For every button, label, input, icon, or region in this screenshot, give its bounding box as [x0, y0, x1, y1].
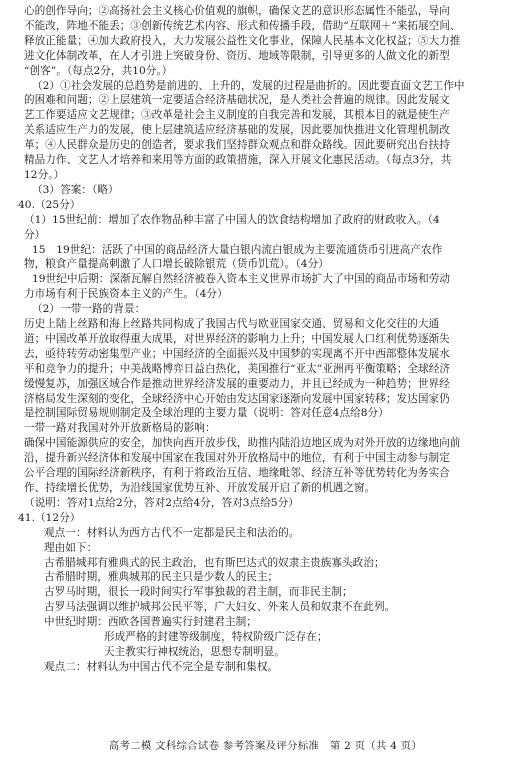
text-line: 古罗马时期，很长一段时间实行军事独裁的君主制，而非民主制； — [44, 586, 353, 599]
page-footer: 高考二模 文科综合试卷 参考答案及评分标准 第 2 页（共 4 页） — [108, 740, 423, 752]
text-line: 力市场有利于民族资本主义的产生。（4分） — [24, 288, 228, 301]
text-line: 缓慢复苏，加强区域合作是推动世界经济发展的重要动力，并且已经成为一种趋势；世界经 — [24, 377, 450, 390]
text-line: 一带一路对我国对外开放新格局的影响： — [24, 422, 216, 435]
text-line: 确保中国能源供应的安全，加快向西开放步伐，助推内陆沿边地区成为对外开放的边缘地向前 — [24, 437, 461, 450]
text-line: 12分。） — [24, 168, 65, 181]
text-line: “创客”。（每点2分，共10分。） — [24, 64, 173, 77]
text-line: （1）15世纪前：增加了农作物品种丰富了中国人的饮食结构增加了政府的财政收入。（4 — [24, 213, 440, 226]
text-line: 分） — [24, 228, 46, 241]
text-line: 观点一：材料认为西方古代不一定都是民主和法治的。 — [44, 526, 300, 539]
question-number: 40.（25分） — [18, 198, 81, 211]
text-line: 革；④人民群众是历史的创造者，要求我们坚持群众观点和群众路线。因此要研究出台扶持 — [24, 139, 450, 152]
text-line: 关系适应生产力的发展，使上层建筑适应经济基础的发展，因此要加快推进文化管理机制改 — [24, 124, 450, 137]
text-line: 是控制国际贸易规则制定及全球治理的主要力量（说明：答对任意4点给8分） — [24, 407, 389, 420]
text-line: 释放正能量；④加大政府投入，大力发展公益性文化事业，保障人民基本文化权益；⑤大力推 — [24, 34, 461, 47]
text-line: 古罗马法强调以维护城邦公民平等，广大妇女、外来人员和奴隶不在此列。 — [44, 601, 396, 614]
text-line: （3）答案：（略） — [32, 183, 119, 196]
answer-key-body — [18, 4, 515, 675]
text-line: 古希腊时期，雅典城邦的民主只是少数人的民主； — [44, 571, 279, 584]
text-line: 天主教实行神权统治，思想专制明显。 — [104, 645, 285, 658]
text-line: 道；中国改革开放取得重大成果，对世界经济的影响力上升；中国发展人口红利优势逐渐失 — [24, 332, 450, 345]
text-line: 沿，提升新兴经济体和发展中国家在我国对外开放格局中的地位，有利于中国主动参与制定 — [24, 452, 450, 465]
text-line: 的困难和问题；②上层建筑一定要适合经济基础状况，是人类社会普遍的规律。因此发展文 — [24, 94, 450, 107]
text-line: 去，亟待转劳动密集型产业；中国经济的全面振兴及中国梦的实现离不开中西部整体发展水 — [24, 347, 450, 360]
text-line: 艺工作要适应文艺规律；③改革是社会主义制度的自我完善和发展，其根本目的就是使生产 — [24, 109, 450, 122]
text-line: 公平合理的国际经济新秩序，有利于将政治互信、地缘毗邻、经济互补等优势转化为务实合 — [24, 467, 450, 480]
text-line: 不能改，阵地不能丢；③创新传统艺术内容、形式和传播手段，借助“互联网＋”来拓展空间、 — [24, 19, 461, 32]
text-line: 物，粮食产量提高刺激了人口增长破除银荒（货币饥荒）。（4分） — [24, 258, 329, 271]
text-line: 中世纪时期：西欧各国普遍实行封建君主制； — [44, 616, 257, 629]
text-line: 作、持续增长优势，为沿线国家优势互补、开放发展开启了新的机遇之窗。 — [24, 482, 376, 494]
text-line: （2）①社会发展的总趋势是前进的、上升的，发展的过程是曲折的。因此要直面文艺工作中 — [32, 79, 465, 92]
text-line: （2）一带一路的背景： — [32, 303, 146, 316]
question-number: 41.（12分） — [18, 511, 81, 524]
text-line: （说明：答对1点给2分，答对2点给4分，答对3点给5分） — [24, 496, 299, 509]
text-line: 理由如下： — [44, 541, 98, 554]
text-line: 济格局发生深刻的变化，全球经济中心开始由发达国家逐渐向发展中国家转移；发达国家仍 — [24, 392, 450, 405]
text-line: 观点二：材料认为中国古代不完全是专制和集权。 — [44, 660, 279, 673]
text-line: 历史上陆上丝路和海上丝路共同构成了我国古代与欧亚国家交通、贸易和文化交往的大通 — [24, 318, 440, 331]
text-line: 古希腊城邦有雅典式的民主政治，也有斯巴达式的奴隶主贵族寡头政治； — [44, 556, 385, 569]
text-line: 15 19世纪：活跃了中国的商品经济大量白银内流白银成为主要流通货币引进高产农作 — [32, 243, 443, 256]
text-line: 19世纪中后期：深渐瓦解自然经济被卷入资本主义世界市场扩大了中国的商品市场和劳动 — [32, 273, 451, 286]
text-line: 心的创作导向；②高扬社会主义核心价值观的旗帜，确保文艺的意识形态属性不能弘，导向 — [24, 5, 450, 17]
text-line: 平和竞争力的提升；中美战略博弈日益白热化，美国推行“亚太”亚洲再平衡策略；全球经济 — [24, 362, 451, 375]
text-line: 形成严格的封建等级制度，特权阶级广泛存在； — [104, 631, 328, 644]
text-line: 进文化体制改革，在人才引进上突破身份、资历、地域等限制，引导更多的人做文化的新型 — [24, 49, 450, 62]
text-line: 精品力作、文艺人才培养和来用等方面的政策措施，深入开展文化惠民活动。（每点3分，共 — [24, 154, 452, 167]
